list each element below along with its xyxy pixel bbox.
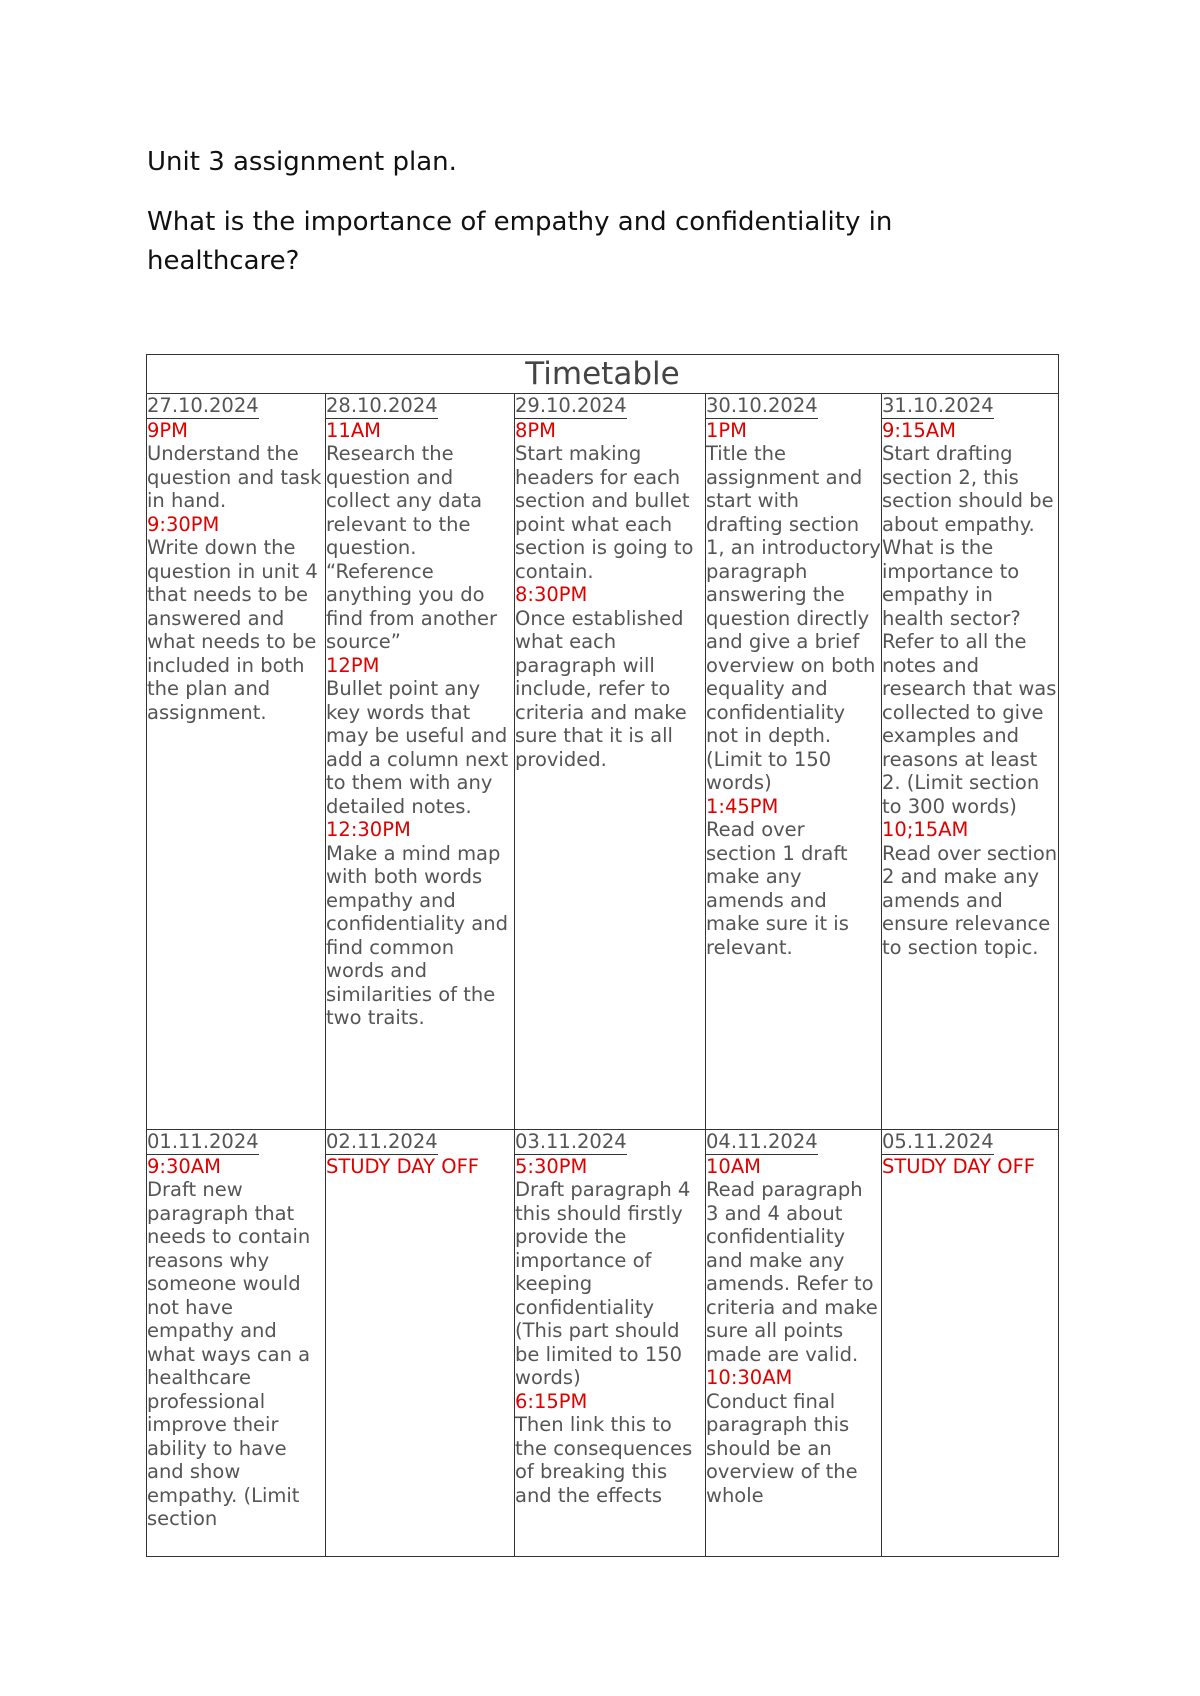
entry-time: 9:30AM [147, 1154, 221, 1178]
entry-text: Bullet point any key words that may be useful and add a column next to them with any detailed notes. [326, 677, 509, 818]
day-date: 29.10.2024 [515, 394, 627, 417]
entry-time: 12:30PM [326, 818, 411, 841]
entry-text: Start making headers for each section and bullet point what each section is going to contain. [515, 442, 694, 583]
entry-time: 10;15AM [882, 818, 969, 841]
entry-text: Write down the question in unit 4 that needs to be answered and what needs to be included in both the plan and assignment. [147, 536, 318, 724]
day-cell [515, 394, 706, 1130]
day-date: 03.11.2024 [515, 1130, 627, 1153]
entry-time: 9PM [147, 418, 188, 442]
entry-time: STUDY DAY OFF [326, 1154, 480, 1178]
day-cell [326, 394, 515, 1130]
day-date: 05.11.2024 [882, 1130, 994, 1153]
day-date: 02.11.2024 [326, 1130, 438, 1153]
entry-text: Conduct final paragraph this should be an overview of the whole [706, 1389, 858, 1507]
day-cell [882, 394, 1059, 1130]
document-title: Unit 3 assignment plan. [147, 147, 457, 177]
entry-text: Once established what each paragraph will include, refer to criteria and make sure that it is all provided. [515, 606, 687, 771]
day-cell [882, 1130, 1059, 1557]
timetable-title: Timetable [147, 355, 1059, 394]
day-cell [147, 1130, 326, 1557]
entry-time: 10:30AM [706, 1366, 793, 1389]
entry-text: Read over section 2 and make any amends and ensure relevance to section topic. [882, 841, 1058, 959]
entry-time: 8:30PM [515, 583, 588, 606]
entry-time: 10AM [706, 1154, 761, 1178]
day-cell [706, 394, 882, 1130]
entry-text: Draft paragraph 4 this should firstly provide the importance of keeping confidentiality (This part should be limited to 150 words) [515, 1178, 691, 1389]
day-date: 01.11.2024 [147, 1130, 259, 1153]
day-date: 04.11.2024 [706, 1130, 818, 1153]
day-date: 28.10.2024 [326, 394, 438, 417]
entry-text: Understand the question and task in hand. [147, 442, 322, 512]
day-date: 30.10.2024 [706, 394, 818, 417]
entry-text: Make a mind map with both words empathy and confidentiality and find common words and similarities of the two traits. [326, 841, 508, 1029]
timetable [146, 354, 1059, 1557]
entry-time: 8PM [515, 418, 556, 442]
entry-text: Read over section 1 draft make any amends and make sure it is relevant. [706, 818, 849, 959]
entry-text: Research the question and collect any data relevant to the question. “Reference anything you do find from another source” [326, 442, 498, 653]
entry-text: Title the assignment and start with drafting section 1, an introductory paragraph answering the question directly and give a brief overview on both equality and confidentiality not in depth. (Limit to 150 words) [706, 442, 881, 794]
entry-time: 11AM [326, 418, 381, 442]
week-2-row [147, 1130, 1059, 1557]
entry-time: 9:30PM [147, 512, 220, 536]
day-cell [147, 394, 326, 1130]
entry-time: STUDY DAY OFF [882, 1154, 1036, 1178]
day-date: 31.10.2024 [882, 394, 994, 417]
entry-text: Read paragraph 3 and 4 about confidentiality and make any amends. Refer to criteria and make sure all points made are valid. [706, 1178, 878, 1366]
entry-time: 6:15PM [515, 1389, 588, 1413]
entry-time: 5:30PM [515, 1154, 588, 1178]
entry-time: 1:45PM [706, 794, 779, 818]
entry-time: 1PM [706, 418, 747, 442]
week-1-row [147, 394, 1059, 1130]
assignment-question: What is the importance of empathy and confidentiality in healthcare? [147, 207, 893, 276]
entry-text: Draft new paragraph that needs to contain reasons why someone would not have empathy and what ways can a healthcare professional improve their ability to have and show empathy. (Limit section [147, 1178, 311, 1530]
day-cell [515, 1130, 706, 1557]
day-cell [706, 1130, 882, 1557]
entry-time: 9:15AM [882, 418, 956, 442]
entry-text: Start drafting section 2, this section should be about empathy. What is the importance to empathy in health sector? Refer to all the notes and research that was collected to give examples and reasons at least 2. (Limit section to 300 words) [882, 442, 1057, 818]
day-cell [326, 1130, 515, 1557]
entry-text: Then link this to the consequences of breaking this and the effects [515, 1413, 693, 1507]
day-date: 27.10.2024 [147, 394, 259, 417]
entry-time: 12PM [326, 653, 380, 677]
